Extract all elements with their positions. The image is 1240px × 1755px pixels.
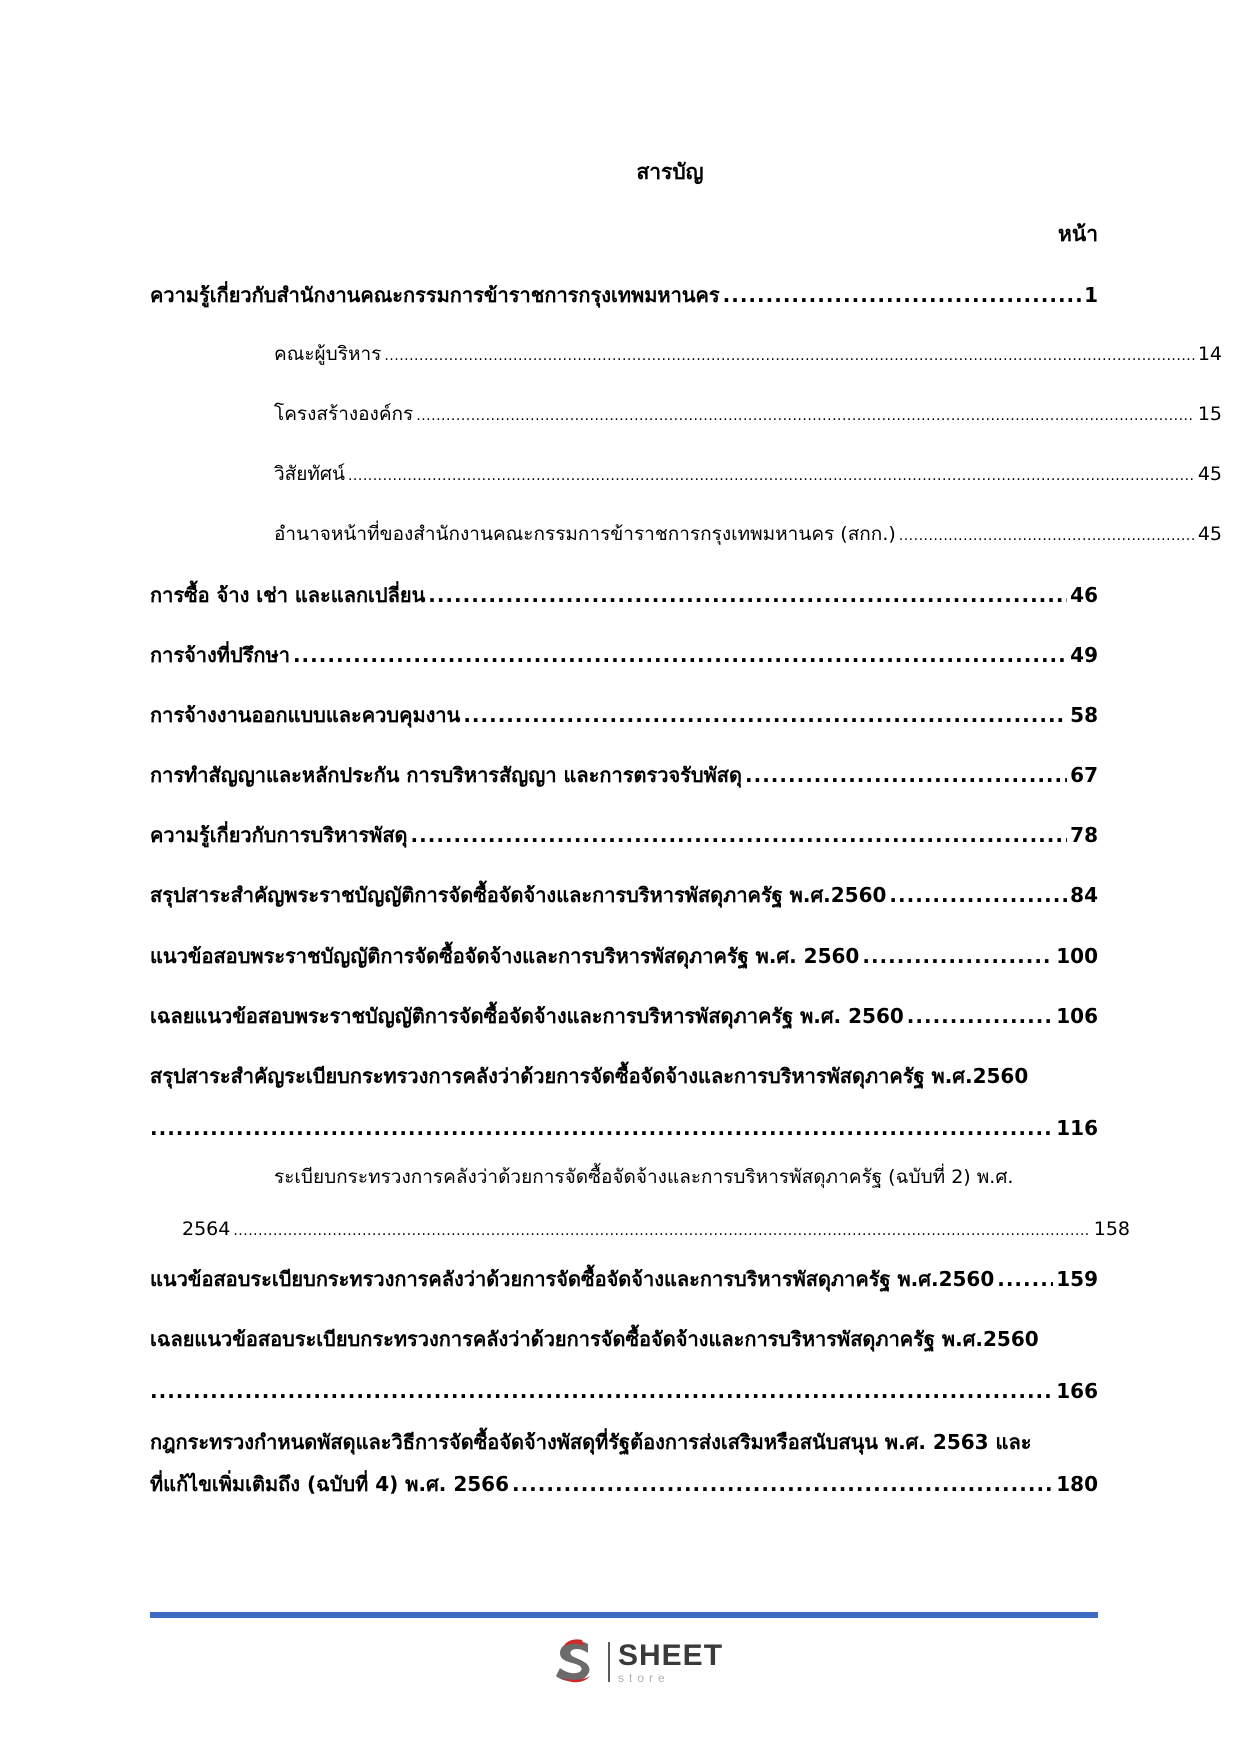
toc-entry-page: 1 <box>1084 283 1098 307</box>
toc-entry-page: 67 <box>1070 763 1098 787</box>
toc-entry-label: ความรู้เกี่ยวกับสำนักงานคณะกรรมการข้าราชการกรุงเทพมหานคร <box>150 283 720 307</box>
toc-leader-dots <box>416 399 1195 431</box>
toc-entry[interactable] <box>150 640 1098 670</box>
logo-sub-text: store <box>618 1670 670 1685</box>
toc-leader-dots <box>899 519 1195 551</box>
toc-leader-dots <box>150 1376 1053 1406</box>
toc-entry[interactable] <box>150 941 1098 971</box>
toc-entry-page: 100 <box>1056 944 1098 968</box>
toc-leader-dots <box>384 339 1194 371</box>
toc-entry[interactable] <box>150 700 1098 730</box>
toc-entry[interactable] <box>150 339 1222 371</box>
toc-entry-page: 84 <box>1070 883 1098 907</box>
toc-entry[interactable] <box>150 1324 1098 1406</box>
toc-entry-label: การจ้างงานออกแบบและควบคุมงาน <box>150 703 461 727</box>
footer-rule <box>150 1612 1098 1618</box>
toc-entry-label: กฎกระทรวงกำหนดพัสดุและวิธีการจัดซื้อจัดจ้างพัสดุที่รัฐต้องการส่งเสริมหรือสนับสนุน พ.ศ. 2563 และ <box>150 1430 1032 1454</box>
toc-entry[interactable] <box>150 1162 1130 1246</box>
toc-leader-dots <box>293 640 1067 670</box>
toc-entry-label: โครงสร้างองค์กร <box>274 403 414 425</box>
toc-entry-label: วิสัยทัศน์ <box>274 463 345 485</box>
toc-entry-label: แนวข้อสอบพระราชบัญญัติการจัดซื้อจัดจ้างและการบริหารพัสดุภาครัฐ พ.ศ. 2560 <box>150 944 860 968</box>
toc-leader-dots <box>862 941 1053 971</box>
toc-entry[interactable] <box>150 1001 1098 1031</box>
toc-entry-page: 78 <box>1070 823 1098 847</box>
toc-entry-label-continued: ที่แก้ไขเพิ่มเติมถึง (ฉบับที่ 4) พ.ศ. 2566 <box>150 1472 509 1496</box>
sheet-store-logo-icon <box>550 1636 602 1688</box>
toc-leader-dots <box>463 700 1067 730</box>
toc-entry-label: การจ้างที่ปรึกษา <box>150 643 290 667</box>
toc-entry[interactable] <box>150 459 1222 491</box>
toc-entry-label: การซื้อ จ้าง เช่า และแลกเปลี่ยน <box>150 583 426 607</box>
toc-entry-page: 58 <box>1070 703 1098 727</box>
toc-leader-dots <box>512 1469 1053 1499</box>
toc-entry[interactable] <box>150 760 1098 790</box>
toc-entry-label-continued: 2564 <box>182 1218 231 1240</box>
toc-entry-label: สรุปสาระสำคัญพระราชบัญญัติการจัดซื้อจัดจ้างและการบริหารพัสดุภาครัฐ พ.ศ.2560 <box>150 883 887 907</box>
toc-entry-page: 15 <box>1197 403 1222 425</box>
footer-logo <box>550 1636 725 1688</box>
toc-leader-dots <box>907 1001 1053 1031</box>
toc-entry-page: 45 <box>1197 463 1222 485</box>
toc-entry-page: 180 <box>1056 1472 1098 1496</box>
toc-entry-page: 158 <box>1093 1218 1130 1240</box>
toc-entry-label: แนวข้อสอบระเบียบกระทรวงการคลังว่าด้วยการจัดซื้อจัดจ้างและการบริหารพัสดุภาครัฐ พ.ศ.2560 <box>150 1267 995 1291</box>
toc-entry[interactable] <box>150 280 1098 310</box>
toc-entry-label: อำนาจหน้าที่ของสำนักงานคณะกรรมการข้าราชการกรุงเทพมหานคร (สกก.) <box>274 523 896 545</box>
toc-entry-label: ความรู้เกี่ยวกับการบริหารพัสดุ <box>150 823 408 847</box>
toc-entry-page: 14 <box>1197 343 1222 365</box>
toc-entry-page: 159 <box>1056 1267 1098 1291</box>
logo-brand-text: SHEET <box>618 1638 724 1672</box>
toc-entry[interactable] <box>150 1264 1098 1294</box>
toc-entry-page: 49 <box>1070 643 1098 667</box>
toc-entry[interactable] <box>150 820 1098 850</box>
toc-entry-page: 116 <box>1056 1116 1098 1140</box>
toc-leader-dots <box>411 820 1068 850</box>
toc-leader-dots <box>723 280 1081 310</box>
toc-leader-dots <box>348 459 1195 491</box>
toc-leader-dots <box>745 760 1067 790</box>
toc-entry-page: 45 <box>1197 523 1222 545</box>
toc-leader-dots <box>997 1264 1053 1294</box>
toc-entry[interactable] <box>150 580 1098 610</box>
toc-entry-label: เฉลยแนวข้อสอบพระราชบัญญัติการจัดซื้อจัดจ้างและการบริหารพัสดุภาครัฐ พ.ศ. 2560 <box>150 1004 904 1028</box>
toc-entry-page: 46 <box>1070 583 1098 607</box>
toc-entry[interactable] <box>150 519 1222 551</box>
toc-entry-page: 166 <box>1056 1379 1098 1403</box>
toc-entry[interactable] <box>150 880 1098 910</box>
toc-entry-page: 106 <box>1056 1004 1098 1028</box>
toc-leader-dots <box>233 1214 1090 1246</box>
toc-entry-label: คณะผู้บริหาร <box>274 343 382 365</box>
toc-entry[interactable] <box>150 1061 1098 1143</box>
toc-entry-label: การทำสัญญาและหลักประกัน การบริหารสัญญา และการตรวจรับพัสดุ <box>150 763 743 787</box>
toc-leader-dots <box>889 880 1067 910</box>
toc-entry-label: เฉลยแนวข้อสอบระเบียบกระทรวงการคลังว่าด้วยการจัดซื้อจัดจ้างและการบริหารพัสดุภาครัฐ พ.ศ.2560 <box>150 1327 1039 1351</box>
toc-leader-dots <box>428 580 1067 610</box>
toc-leader-dots <box>150 1113 1053 1143</box>
toc-entry-label: สรุปสาระสำคัญระเบียบกระทรวงการคลังว่าด้วยการจัดซื้อจัดจ้างและการบริหารพัสดุภาครัฐ พ.ศ.2560 <box>150 1064 1029 1088</box>
page-column-header: หน้า <box>1058 222 1098 246</box>
toc-entry[interactable] <box>150 1427 1098 1499</box>
toc-entry[interactable] <box>150 399 1222 431</box>
logo-separator <box>608 1642 610 1682</box>
toc-entry-label: ระเบียบกระทรวงการคลังว่าด้วยการจัดซื้อจัดจ้างและการบริหารพัสดุภาครัฐ (ฉบับที่ 2) พ.ศ. <box>274 1166 1014 1188</box>
page-title: สารบัญ <box>636 160 704 184</box>
